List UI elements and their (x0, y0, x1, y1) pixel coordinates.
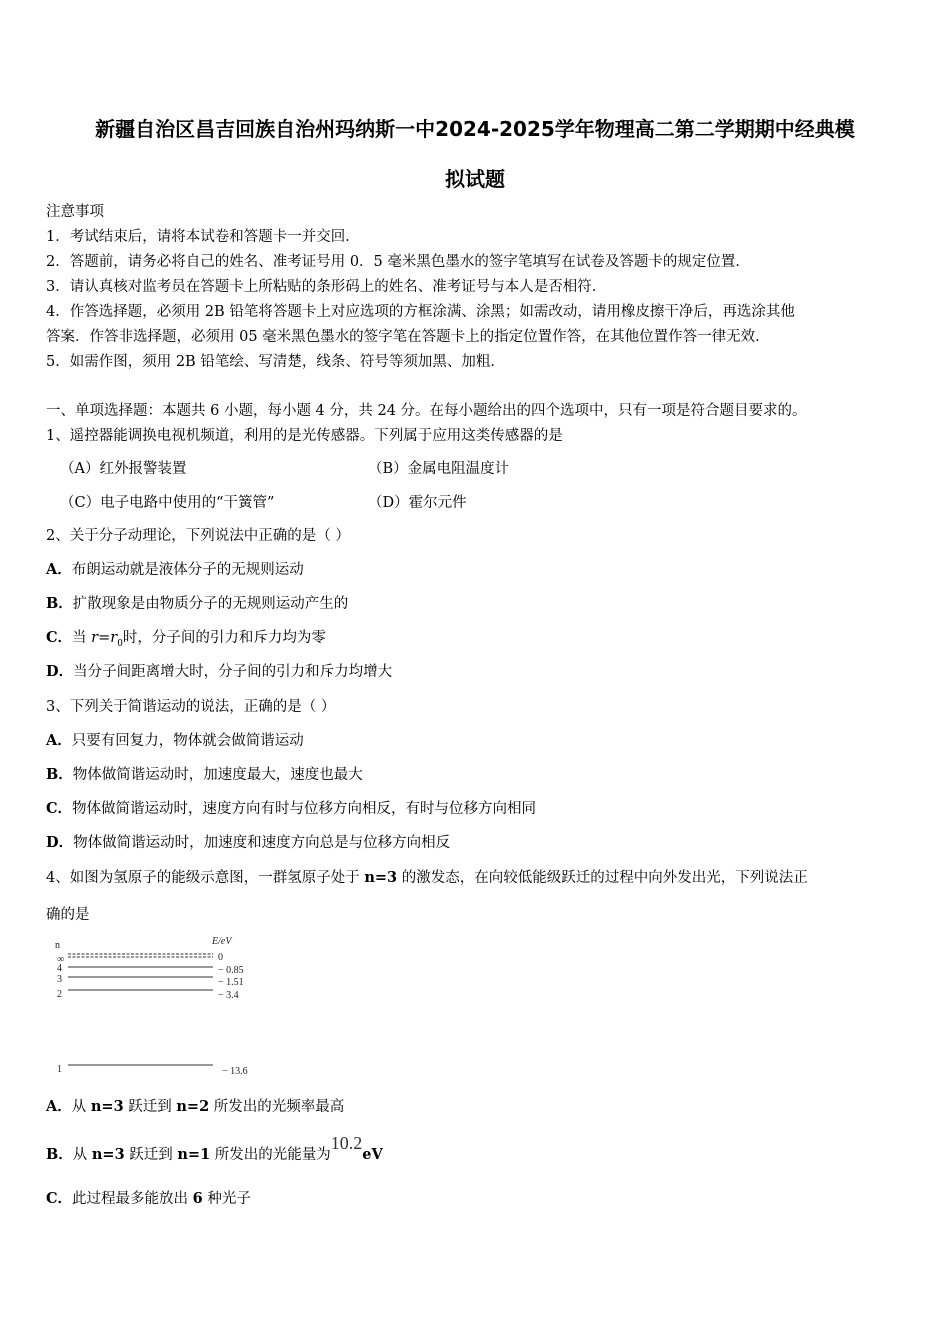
q4-stem-cont: 确的是 (46, 907, 90, 923)
q4-b-mid: 跃迁到 (124, 1147, 178, 1163)
q3-stem: 3、下列关于简谐运动的说法，正确的是（ ） (46, 699, 336, 715)
level-e-3: − 1.51 (218, 977, 244, 988)
q2-option-b (46, 594, 348, 614)
note-1: 1．考试结束后，请将本试卷和答题卡一并交回． (46, 229, 360, 245)
q2-a-label: A． (46, 561, 72, 578)
q2-c-sub: 0 (117, 638, 123, 649)
q2-option-d (46, 662, 392, 682)
level-n-inf: ∞ (57, 954, 65, 965)
q4-option-b (46, 1133, 383, 1165)
q3-c-text: 物体做简谐运动时，速度方向有时与位移方向相反，有时与位移方向相同 (72, 801, 537, 817)
q3-d-label: D． (46, 834, 74, 851)
level-n-4: 4 (57, 963, 62, 974)
q1-option-b: （B）金属电阻温度计 (368, 461, 510, 477)
level-n-3: 3 (57, 974, 62, 985)
notes-header: 注意事项 (46, 204, 104, 220)
q4-c-pre: 此过程最多能放出 (72, 1191, 193, 1207)
q4-b-n2: n=1 (177, 1146, 211, 1163)
e-header: E/eV (212, 936, 232, 947)
q2-c-r: r (91, 630, 99, 646)
q4-a-n1: n=3 (90, 1098, 124, 1115)
q4-b-value: 10.2 (330, 1133, 363, 1153)
doc-title-line2: 拟试题 (445, 167, 505, 191)
doc-title-line1: 新疆自治区昌吉回族自治州玛纳斯一中2024-2025学年物理高二第二学期期中经典模 (95, 117, 855, 141)
q3-d-text: 物体做简谐运动时，加速度和速度方向总是与位移方向相反 (73, 835, 451, 851)
q2-c-label: C． (46, 629, 73, 646)
q4-stem-pre: 4、如图为氢原子的能级示意图，一群氢原子处于 (46, 870, 365, 886)
level-n-2: 2 (57, 989, 62, 1000)
q4-stem-post: 的激发态，在向较低能级跃迁的过程中向外发出光，下列说法正 (397, 870, 808, 886)
q1-option-c: （C）电子电路中使用的“干簧管” (60, 495, 275, 511)
q4-stem (46, 868, 808, 888)
note-2: 2．答题前，请务必将自己的姓名、准考证号用 0．5 毫米黑色墨水的签字笔填写在试卷及答题卡的规定位置． (46, 254, 750, 270)
level-e-inf: 0 (218, 952, 223, 963)
n-header: n (55, 940, 60, 951)
q2-d-label: D． (46, 663, 74, 680)
q2-option-c (46, 628, 326, 654)
q4-a-post: 所发出的光频率最高 (209, 1099, 345, 1115)
q4-c-label: C． (46, 1190, 73, 1207)
q3-option-b (46, 765, 363, 785)
q3-c-label: C． (46, 800, 73, 817)
q4-a-n2: n=2 (176, 1098, 210, 1115)
note-3: 3．请认真核对监考员在答题卡上所粘贴的条形码上的姓名、准考证号与本人是否相符． (46, 279, 607, 295)
level-e-4: − 0.85 (218, 965, 244, 976)
q4-option-a (46, 1097, 344, 1117)
q2-b-label: B． (46, 595, 73, 612)
energy-level-diagram (50, 933, 270, 1081)
q4-stem-n: n=3 (364, 869, 398, 886)
q2-d-text: 当分子间距离增大时，分子间的引力和斥力均增大 (73, 664, 393, 680)
q2-c-post: 时，分子间的引力和斥力均为零 (122, 630, 326, 646)
q4-b-n1: n=3 (91, 1146, 125, 1163)
q4-b-pre: 从 (72, 1147, 92, 1163)
q4-b-label: B． (46, 1146, 73, 1163)
q2-stem: 2、关于分子动理论，下列说法中正确的是（ ） (46, 528, 350, 544)
q4-c-num: 6 (192, 1190, 203, 1207)
q4-a-mid: 跃迁到 (123, 1099, 177, 1115)
q3-option-c (46, 799, 536, 819)
q3-b-label: B． (46, 766, 73, 783)
q3-option-a (46, 731, 304, 751)
q3-b-text: 物体做简谐运动时，加速度最大，速度也最大 (72, 767, 363, 783)
q2-c-pre: 当 (72, 630, 92, 646)
q3-a-label: A． (46, 732, 72, 749)
q3-a-text: 只要有回复力，物体就会做简谐运动 (71, 733, 304, 749)
note-4: 4．作答选择题，必须用 2B 铅笔将答题卡上对应选项的方框涂满、涂黑；如需改动，请用橡皮擦干净后，再选涂其他 (46, 304, 795, 320)
level-e-2: − 3.4 (218, 990, 239, 1001)
q1-option-d: （D）霍尔元件 (368, 495, 467, 511)
level-e-1: − 13.6 (222, 1066, 248, 1077)
q4-b-post: 所发出的光能量为 (210, 1147, 331, 1163)
level-n-1: 1 (57, 1064, 62, 1075)
note-4-cont: 答案．作答非选择题，必须用 05 毫米黑色墨水的签字笔在答题卡上的指定位置作答，在其他位置作答一律无效． (46, 329, 770, 345)
q1-option-a: （A）红外报警装置 (60, 461, 187, 477)
q2-c-eq: = (98, 630, 111, 646)
note-5: 5．如需作图，须用 2B 铅笔绘、写清楚，线条、符号等须加黑、加粗． (46, 354, 505, 370)
q4-c-post: 种光子 (202, 1191, 251, 1207)
q2-a-text: 布朗运动就是液体分子的无规则运动 (71, 562, 304, 578)
q4-option-c (46, 1189, 251, 1209)
q4-b-unit: eV (362, 1146, 383, 1163)
q4-a-pre: 从 (71, 1099, 91, 1115)
q4-a-label: A． (46, 1098, 72, 1115)
q2-option-a (46, 560, 304, 580)
q1-stem: 1、遥控器能调换电视机频道，利用的是光传感器。下列属于应用这类传感器的是 (46, 428, 563, 444)
q2-c-r0: r (110, 630, 118, 646)
section-heading: 一、单项选择题：本题共 6 小题，每小题 4 分，共 24 分。在每小题给出的四个选项中，只有一项是符合题目要求的。 (46, 403, 807, 419)
q3-option-d (46, 833, 450, 853)
q2-b-text: 扩散现象是由物质分子的无规则运动产生的 (72, 596, 349, 612)
